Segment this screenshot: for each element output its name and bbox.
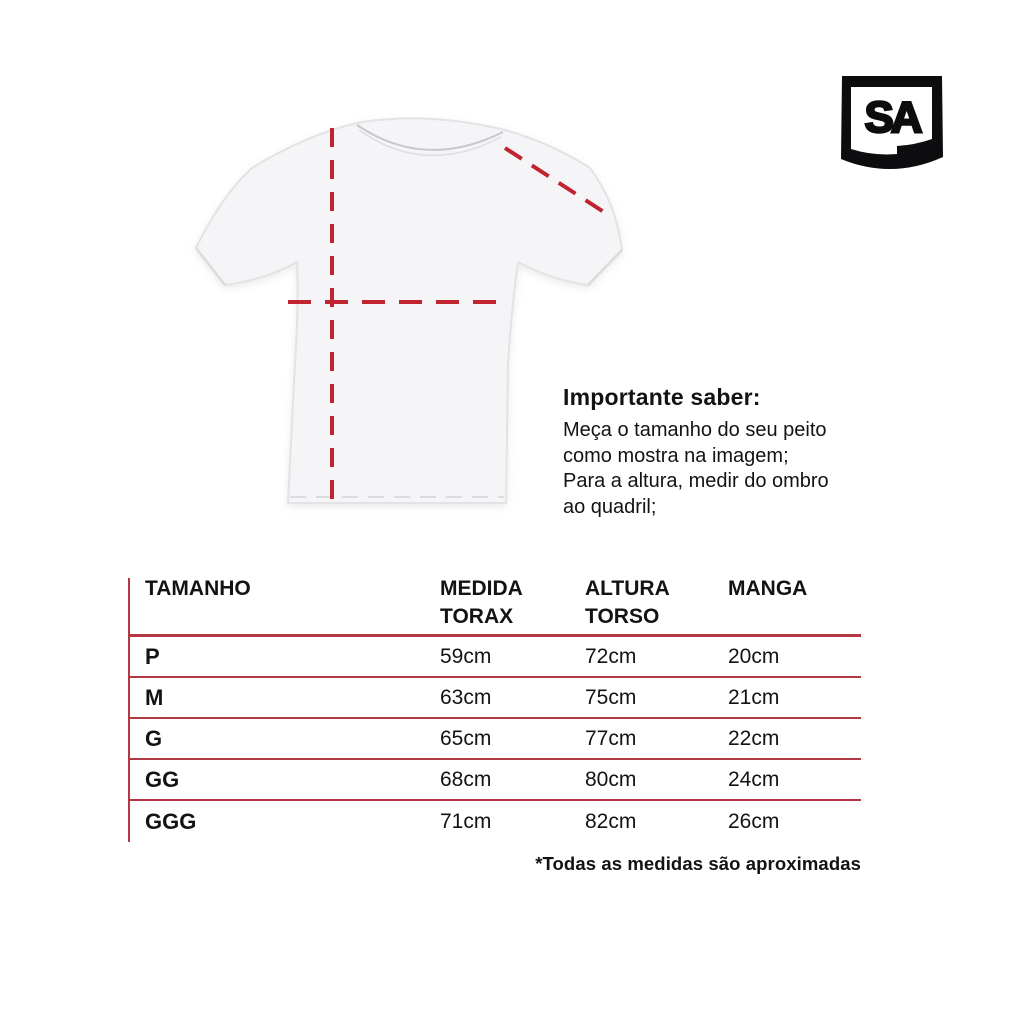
header-size: TAMANHO	[145, 577, 251, 600]
cell-torso: 80cm	[585, 767, 637, 791]
cell-sleeve: 20cm	[728, 644, 780, 668]
cell-chest: 63cm	[440, 685, 492, 709]
cell-chest: 59cm	[440, 644, 492, 668]
info-line: Para a altura, medir do ombro	[563, 470, 829, 492]
cell-chest: 68cm	[440, 767, 492, 791]
info-line: Meça o tamanho do seu peito	[563, 419, 827, 441]
cell-torso: 72cm	[585, 644, 637, 668]
cell-size: GG	[145, 766, 180, 792]
header-sleeve: MANGA	[728, 577, 808, 600]
cell-size: GGG	[145, 808, 197, 834]
cell-sleeve: 26cm	[728, 809, 780, 833]
cell-chest: 65cm	[440, 726, 492, 750]
cell-sleeve: 21cm	[728, 685, 780, 709]
size-table	[128, 571, 861, 842]
info-line: ao quadril;	[563, 495, 657, 518]
cell-torso: 82cm	[585, 809, 637, 833]
info-block	[563, 384, 873, 520]
header-chest: MEDIDA TORAX	[440, 577, 523, 628]
cell-size: P	[145, 643, 160, 669]
logo-text: SA	[864, 93, 920, 142]
brand-logo-icon	[836, 73, 948, 187]
cell-torso: 75cm	[585, 685, 637, 709]
info-line: como mostra na imagem;	[563, 444, 789, 467]
table-row	[128, 678, 861, 719]
cell-torso: 77cm	[585, 726, 637, 750]
table-row	[128, 760, 861, 801]
cell-size: G	[145, 725, 163, 751]
table-row	[128, 719, 861, 760]
table-header-row	[128, 571, 861, 637]
header-torso: ALTURA TORSO	[585, 577, 669, 628]
table-left-rule	[128, 578, 130, 842]
cell-size: M	[145, 684, 164, 710]
table-row	[128, 637, 861, 678]
measurements-footnote: *Todas as medidas são aproximadas	[535, 853, 861, 874]
table-row	[128, 801, 861, 842]
info-heading: Importante saber:	[563, 384, 761, 410]
cell-sleeve: 24cm	[728, 767, 780, 791]
cell-chest: 71cm	[440, 809, 492, 833]
tshirt-body	[196, 118, 622, 503]
cell-sleeve: 22cm	[728, 726, 780, 750]
